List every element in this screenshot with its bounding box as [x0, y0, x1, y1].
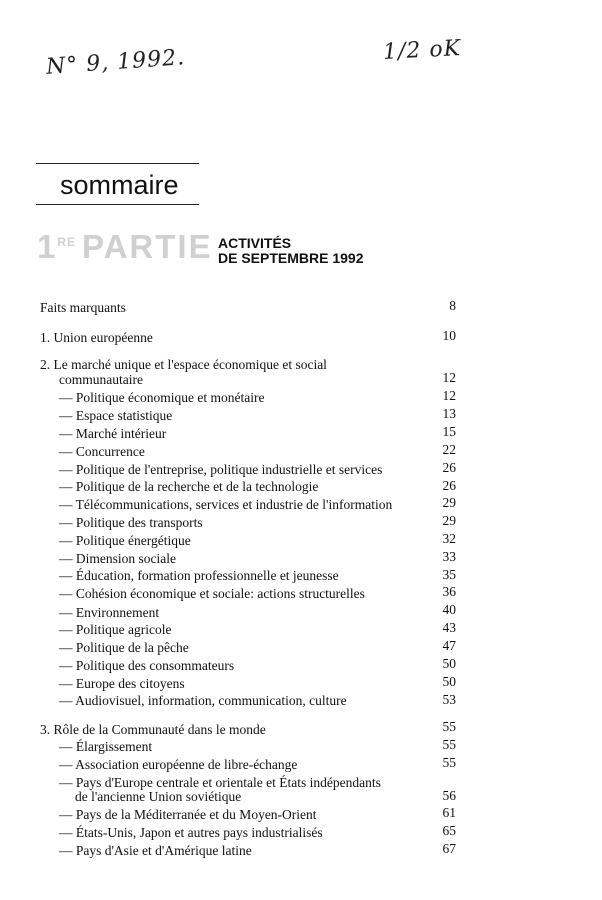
toc-entry: — Dimension sociale	[59, 551, 176, 566]
handwritten-issue-number: N° 9, 1992.	[45, 45, 186, 80]
toc-page-number: 35	[442, 567, 456, 582]
toc-page-number: 8	[449, 298, 456, 313]
toc-entry: — Politique de la recherche et de la technologie	[59, 479, 319, 494]
toc-page-number: 26	[442, 478, 456, 493]
part-suffix: RE	[57, 235, 77, 249]
toc-page-number: 40	[442, 602, 456, 617]
toc-entry: — Télécommunications, services et industrie de l'information	[59, 497, 393, 512]
toc-page-number: 47	[442, 638, 456, 653]
part-title-line1: ACTIVITÉS	[218, 235, 292, 251]
toc-page-number: 13	[442, 406, 456, 421]
toc-page-number: 33	[442, 549, 456, 564]
toc-entry: — Europe des citoyens	[59, 676, 185, 691]
toc-entry: — Éducation, formation professionnelle et jeunesse	[59, 568, 339, 583]
toc-page-number: 10	[442, 328, 456, 343]
toc-page-number: 29	[442, 513, 456, 528]
toc-page-number: 61	[442, 805, 456, 820]
toc-entry: de l'ancienne Union soviétique	[75, 789, 242, 804]
handwritten-note: 1/2 oK	[382, 35, 462, 66]
toc-entry: Faits marquants	[40, 300, 126, 315]
toc-page-number: 26	[442, 460, 456, 475]
toc-entry: — Politique de la pêche	[59, 640, 189, 655]
toc-entry: — Politique des transports	[59, 515, 203, 530]
toc-entry: — Politique de l'entreprise, politique industrielle et services	[59, 462, 383, 477]
toc-page-number: 32	[442, 531, 456, 546]
toc-entry: 3. Rôle de la Communauté dans le monde	[40, 722, 266, 737]
toc-entry: — Concurrence	[59, 444, 145, 459]
toc-entry: — Environnement	[59, 605, 160, 620]
toc-page-number: 29	[442, 495, 456, 510]
part-number: 1	[37, 228, 58, 265]
toc-entry: — États-Unis, Japon et autres pays industrialisés	[59, 825, 323, 840]
toc-entry: — Politique économique et monétaire	[59, 390, 265, 405]
toc-page-number: 55	[442, 719, 456, 734]
toc-page-number: 12	[442, 388, 456, 403]
toc-page-number: 56	[442, 788, 456, 803]
toc-entry: — Marché intérieur	[59, 426, 167, 441]
toc-page-number: 43	[442, 620, 456, 635]
toc-page-number: 50	[442, 656, 456, 671]
toc-page-number: 65	[442, 823, 456, 838]
toc-page-number: 36	[442, 584, 456, 599]
toc-entry: — Cohésion économique et sociale: actions structurelles	[59, 586, 365, 601]
toc-page-number: 15	[442, 424, 456, 439]
toc-page-number: 12	[442, 370, 456, 385]
toc-page-number: 50	[442, 674, 456, 689]
toc-entry: — Pays de la Méditerranée et du Moyen-Orient	[59, 807, 317, 822]
toc-entry: — Audiovisuel, information, communication, culture	[59, 693, 347, 708]
toc-entry: — Politique énergétique	[59, 533, 191, 548]
toc-entry: 1. Union européenne	[40, 330, 153, 345]
toc-page-number: 53	[442, 692, 456, 707]
part-word: PARTIE	[82, 228, 213, 265]
toc-page-number: 55	[442, 737, 456, 752]
page-title: sommaire	[60, 170, 179, 200]
toc-entry: communautaire	[59, 372, 143, 387]
toc-entry: — Politique des consommateurs	[59, 658, 235, 673]
toc-entry: — Pays d'Europe centrale et orientale et États indépendants	[59, 775, 381, 790]
toc-entry: — Pays d'Asie et d'Amérique latine	[59, 843, 252, 858]
toc-entry: — Politique agricole	[59, 622, 172, 637]
toc-entry: — Association européenne de libre-échange	[59, 757, 298, 772]
toc-entry: 2. Le marché unique et l'espace économique et social	[40, 357, 327, 372]
toc-page-number: 22	[442, 442, 456, 457]
toc-page-number: 55	[442, 755, 456, 770]
toc-entry: — Élargissement	[59, 739, 153, 754]
part-title-line2: DE SEPTEMBRE 1992	[218, 250, 364, 266]
toc-entry: — Espace statistique	[59, 408, 173, 423]
toc-page-number: 67	[442, 841, 456, 856]
